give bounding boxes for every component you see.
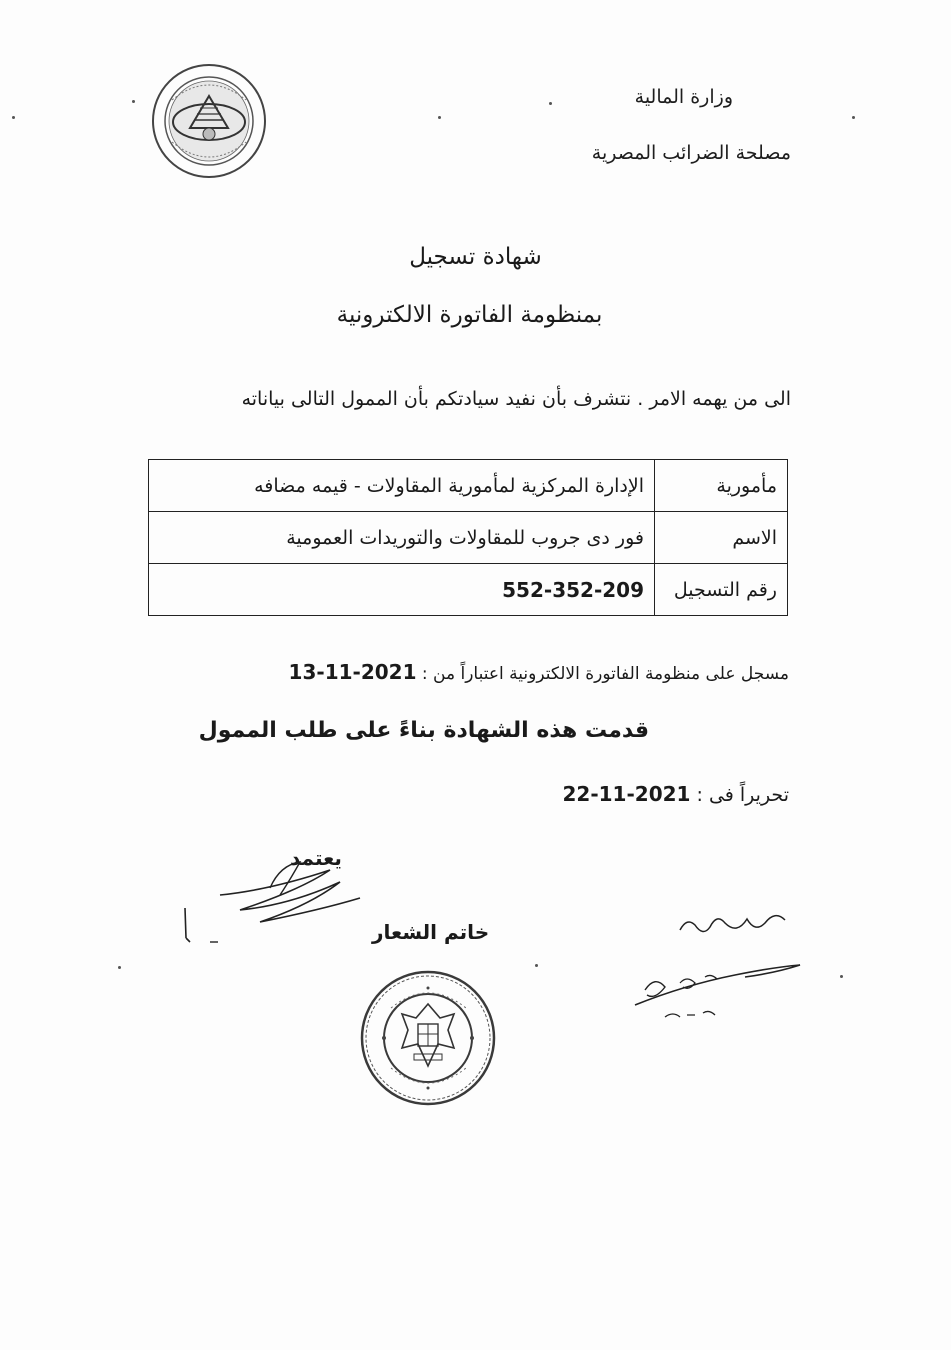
ministry-name: وزارة المالية xyxy=(634,86,733,108)
registration-line xyxy=(289,660,789,684)
name-value: فور دى جروب للمقاولات والتوريدات العمومية xyxy=(149,512,655,564)
eagle-seal-stamp-icon xyxy=(356,968,501,1108)
table-row xyxy=(149,564,788,616)
table-row xyxy=(149,460,788,512)
taxpayer-info-table xyxy=(148,459,788,616)
scan-speck xyxy=(840,975,843,978)
written-date: 2021-11-22 xyxy=(562,782,691,806)
registration-date: 2021-11-13 xyxy=(288,660,417,684)
seal-label: خاتم الشعار xyxy=(372,920,490,944)
registration-text: مسجل على منظومة الفاتورة الالكترونية اعتباراً من : xyxy=(421,664,789,684)
certificate-subtitle: بمنظومة الفاتورة الالكترونية xyxy=(336,302,603,328)
name-label: الاسم xyxy=(655,512,788,564)
registration-number-label: رقم التسجيل xyxy=(655,564,788,616)
approval-label: يعتمد xyxy=(290,846,342,870)
issued-note: قدمت هذه الشهادة بناءً على طلب الممول xyxy=(198,718,649,743)
intro-text: الى من يهمه الامر . نتشرف بأن نفيد سيادتكم بأن الممول التالى بياناته xyxy=(241,388,791,410)
handwritten-note-icon xyxy=(625,905,810,1030)
scan-speck xyxy=(12,116,15,119)
scan-speck xyxy=(132,100,135,103)
written-line xyxy=(562,782,789,806)
authority-name: مصلحة الضرائب المصرية xyxy=(591,142,791,164)
handwritten-signature-icon xyxy=(180,850,370,950)
scan-speck xyxy=(549,102,552,105)
tax-authority-logo-icon xyxy=(150,62,268,180)
registration-number-value: 552-352-209 xyxy=(149,564,655,616)
scan-speck xyxy=(535,964,538,967)
office-label: مأمورية xyxy=(655,460,788,512)
scan-speck xyxy=(852,116,855,119)
office-value: الإدارة المركزية لمأمورية المقاولات - قيمه مضافه xyxy=(149,460,655,512)
table-row xyxy=(149,512,788,564)
written-text: تحريراً فى : xyxy=(696,784,789,806)
scan-speck xyxy=(438,116,441,119)
certificate-title: شهادة تسجيل xyxy=(409,244,542,270)
scan-speck xyxy=(118,966,121,969)
